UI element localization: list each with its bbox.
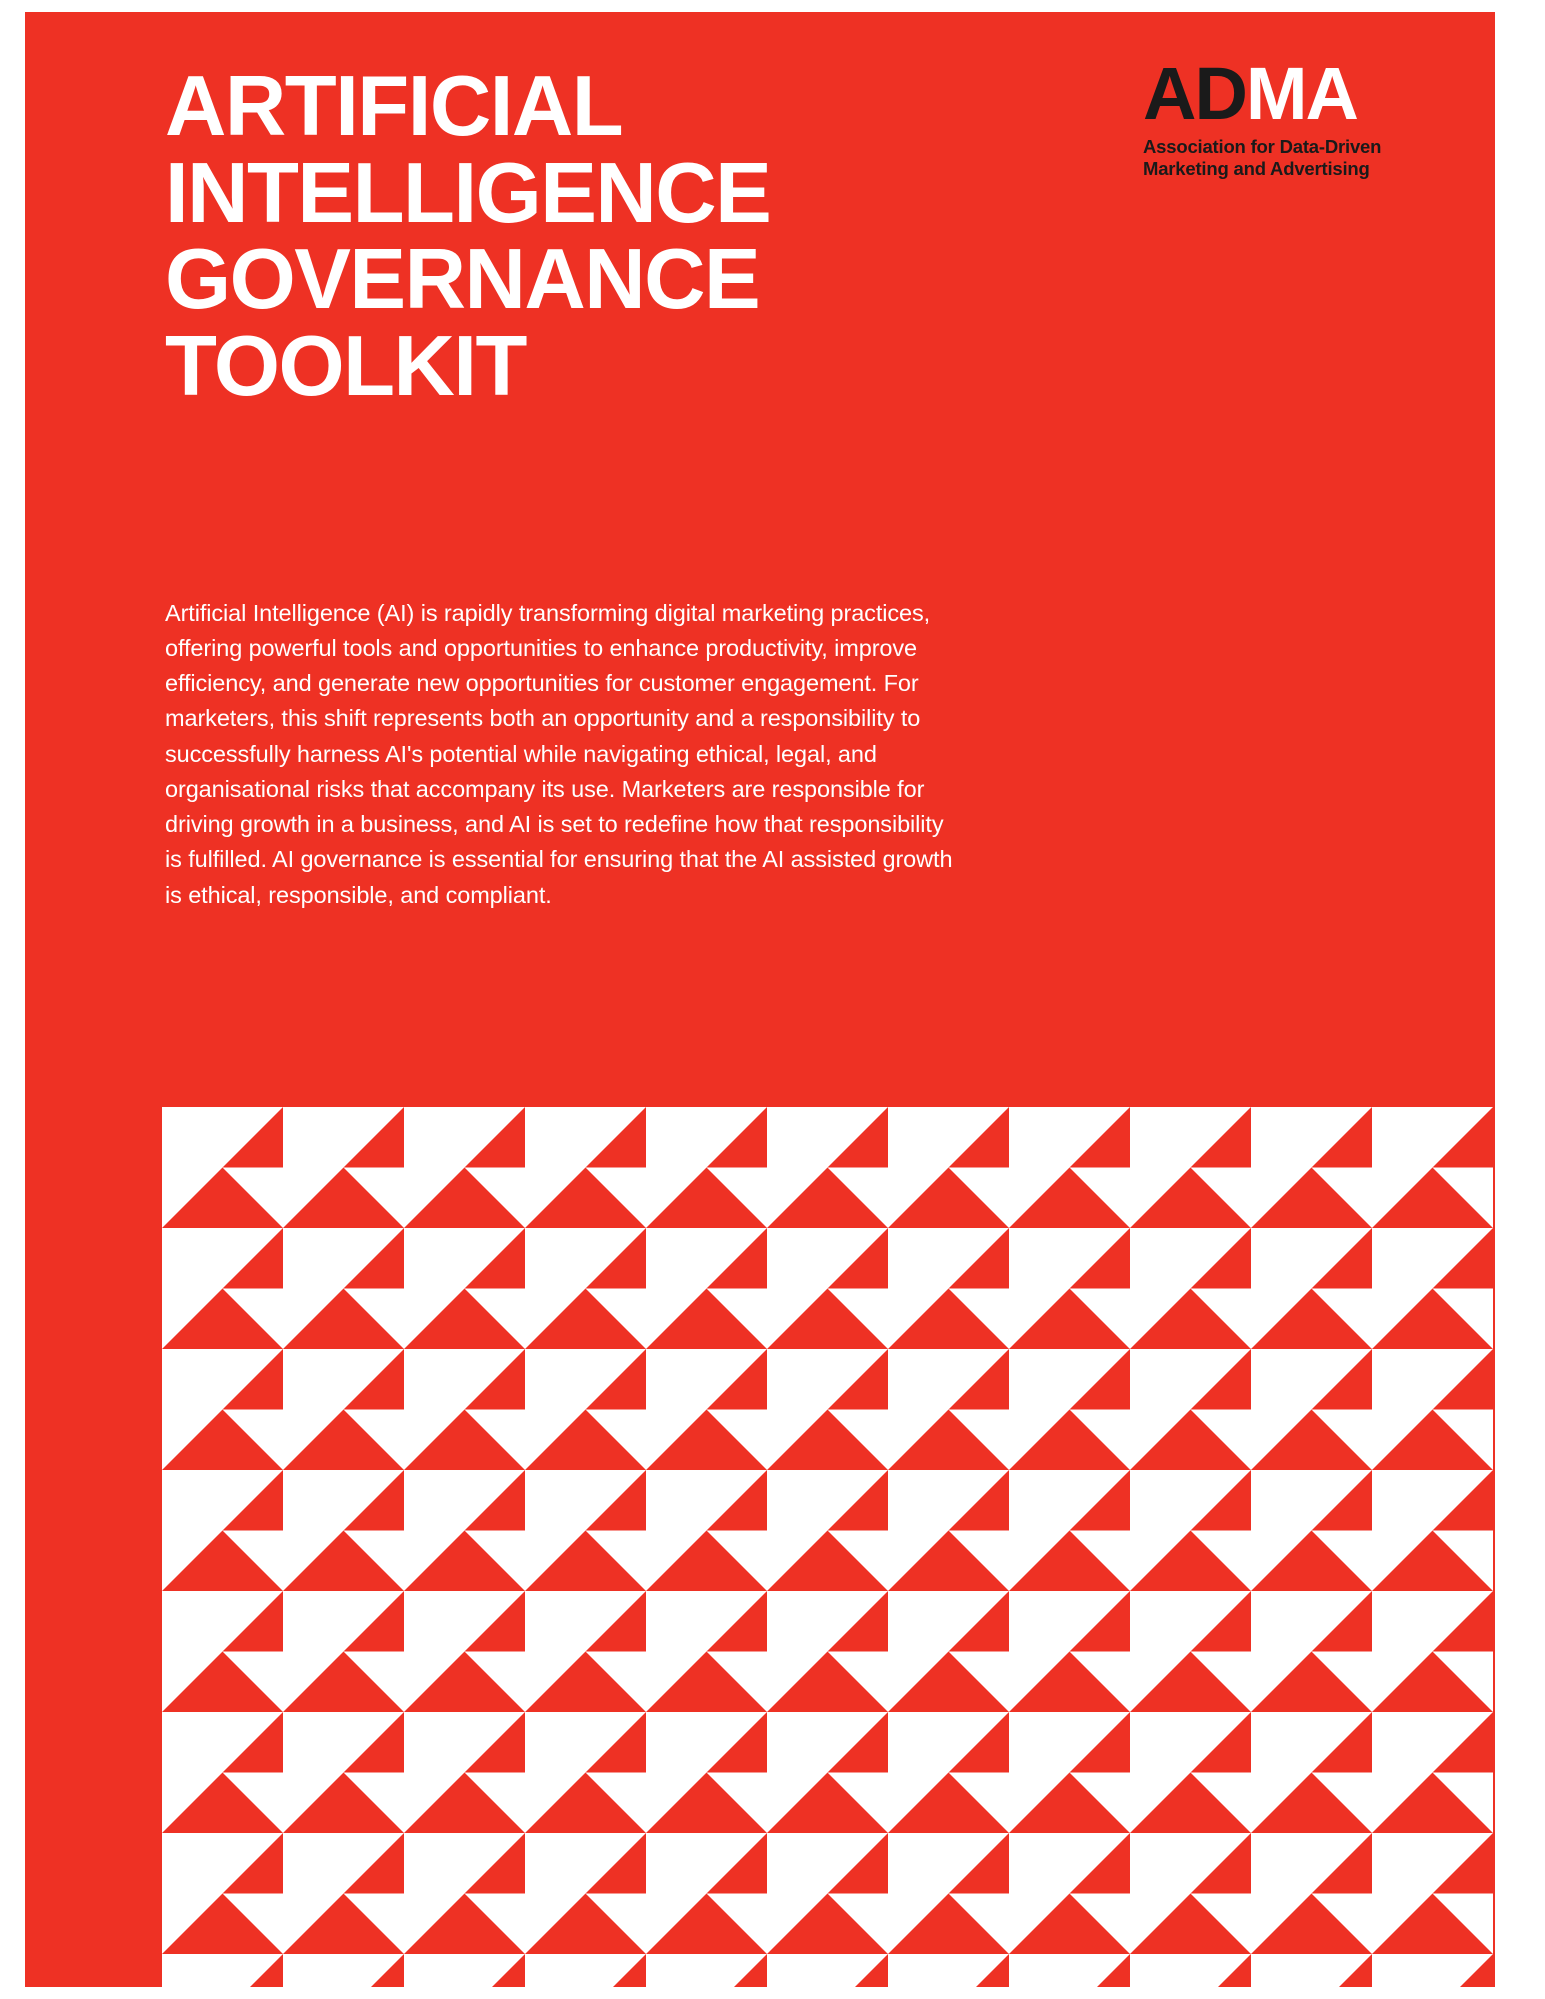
page-title: [165, 59, 965, 415]
logo-tagline-line-2: Marketing and Advertising: [1143, 157, 1370, 179]
intro-paragraph: Artificial Intelligence (AI) is rapidly transforming digital marketing practices, offering powerful tools and opportunities to enhance productivity, improve efficiency, and generate new opportunities for customer engagement. For marketers, this shift represents both an opportunity and a responsibility to successfully harness AI's potential while navigating ethical, legal, and organisational risks that accompany its use. Marketers are responsible for driving growth in a business, and AI is set to redefine how that responsibility is fulfilled. AI governance is essential for ensuring that the AI assisted growth is ethical, responsible, and compliant.: [165, 599, 953, 908]
logo-wordmark: [1143, 52, 1443, 135]
title-line-2: INTELLIGENCE: [165, 145, 771, 241]
logo-tagline: [1143, 136, 1443, 180]
logo-wordmark-ma: MA: [1245, 52, 1357, 135]
title-line-4: TOOLKIT: [165, 319, 526, 415]
logo-tagline-line-1: Association for Data-Driven: [1143, 136, 1382, 158]
decorative-triangle-pattern: [162, 1107, 1495, 1987]
logo-wordmark-ad: AD: [1143, 52, 1246, 135]
title-line-3: GOVERNANCE: [165, 232, 760, 328]
adma-logo: [1143, 52, 1443, 180]
cover-background: [25, 12, 1495, 1987]
title-line-1: ARTIFICIAL: [165, 59, 623, 154]
